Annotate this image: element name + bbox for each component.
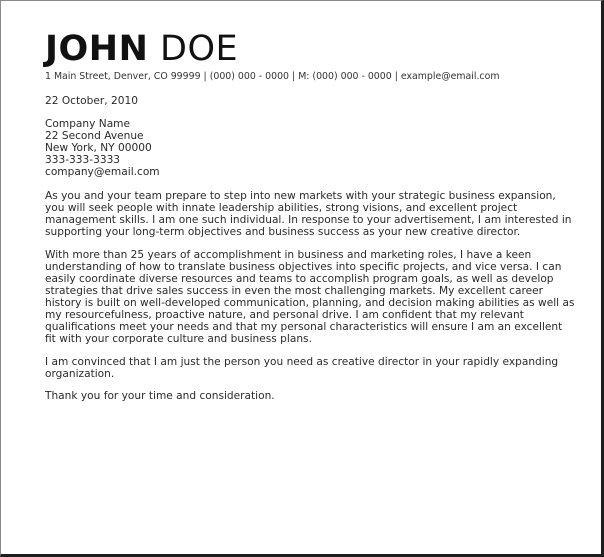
sender-mobile: M: (000) 000 - 0000 bbox=[298, 71, 392, 82]
sender-phone: (000) 000 - 0000 bbox=[209, 71, 290, 82]
recipient-company: Company Name bbox=[45, 118, 131, 130]
recipient-email: company@email.com bbox=[45, 166, 160, 178]
sender-name bbox=[45, 27, 238, 71]
recipient-block bbox=[45, 118, 575, 178]
contact-separator: | bbox=[394, 71, 398, 82]
contact-separator: | bbox=[203, 71, 207, 82]
sender-contact-line bbox=[45, 71, 499, 83]
recipient-phone: 333-333-3333 bbox=[45, 154, 121, 166]
letter-paragraph-experience: With more than 25 years of accomplishment in business and marketing roles, I have a keen understanding of how to translate business objectives into specific projects, and vice versa. I can easily coordinate diverse resources and teams to accomplish program goals, as well as develop strategies that drive sales success in even the most challenging markets. My excellent career history is built on well-developed communication, planning, and decision making abilities as well as my resourcefulness, proactive nature, and personal drive. I am confident that my relevant qualifications meet your needs and that my personal characteristics will ensure I am an excellent fit with your corporate culture and business plans. bbox=[45, 249, 575, 345]
sender-first-name: JOHN bbox=[45, 29, 149, 69]
sender-address: 1 Main Street, Denver, CO 99999 bbox=[45, 71, 201, 82]
recipient-city: New York, NY 00000 bbox=[45, 142, 152, 154]
sender-last-name: DOE bbox=[160, 29, 239, 69]
sender-email: example@email.com bbox=[400, 71, 500, 82]
letter-paragraph-intro: As you and your team prepare to step into new markets with your strategic business expansion, you will seek people with innate leadership abilities, strong visions, and excellent project management skills. I am one such individual. In response to your advertisement, I am interested in supporting your long-term objectives and business success as your new creative director. bbox=[45, 190, 572, 238]
letter-paragraph-conviction: I am convinced that I am just the person you need as creative director in your rapidly expanding organization. bbox=[45, 356, 559, 380]
contact-separator: | bbox=[292, 71, 296, 82]
letter-date: 22 October, 2010 bbox=[45, 95, 138, 107]
recipient-street: 22 Second Avenue bbox=[45, 130, 144, 142]
letter-closing: Thank you for your time and consideration. bbox=[45, 390, 275, 402]
